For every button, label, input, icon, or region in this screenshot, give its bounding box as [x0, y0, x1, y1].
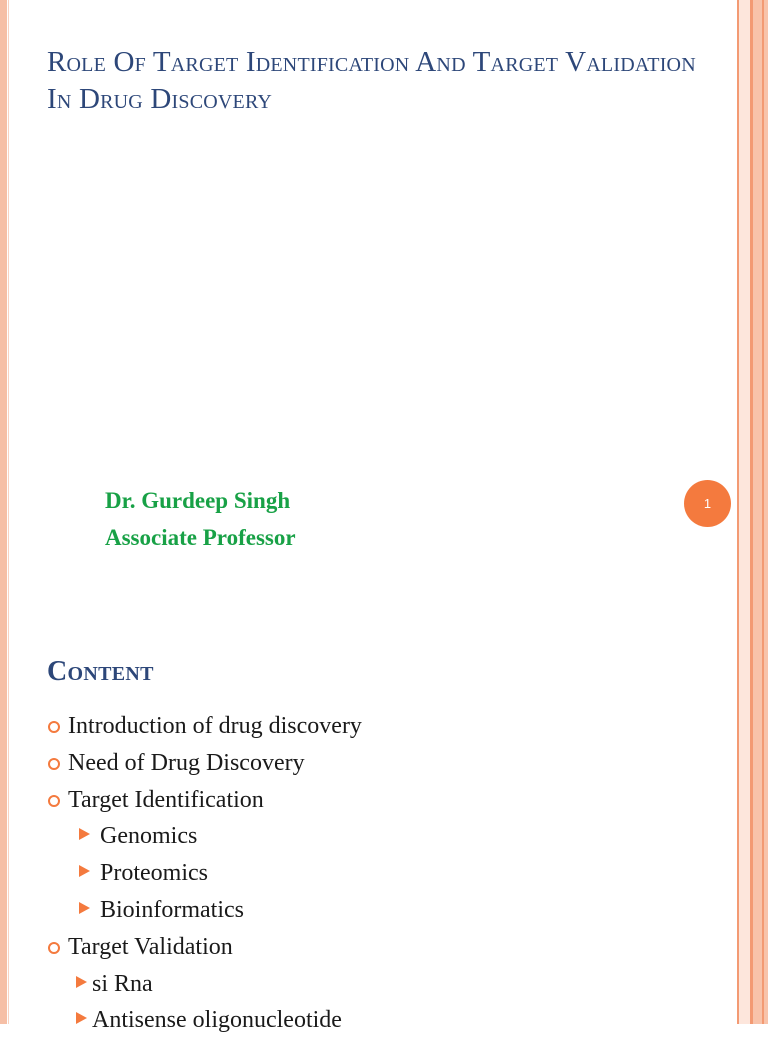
list-item-text: si Rna — [92, 970, 153, 997]
ring-bullet-icon — [48, 942, 60, 954]
arrow-bullet-icon — [79, 902, 90, 914]
arrow-bullet-icon — [79, 828, 90, 840]
list-subitem — [47, 823, 362, 860]
slide-right-line — [762, 0, 764, 1024]
slide-right-line — [737, 0, 739, 1024]
slide-title: Role Of Target Identification And Target Validation In Drug Discovery — [47, 46, 696, 115]
list-item — [47, 750, 362, 787]
list-subitem — [47, 860, 362, 897]
content-list — [47, 713, 362, 1044]
list-item-text: Bioinformatics — [100, 896, 244, 923]
arrow-bullet-icon — [79, 865, 90, 877]
slide-left-border — [0, 0, 7, 1024]
content-heading: Content — [47, 656, 154, 687]
list-item — [47, 713, 362, 750]
list-item-text: Target Validation — [68, 933, 233, 960]
list-subitem — [47, 1007, 362, 1044]
list-item-text: Introduction of drug discovery — [68, 713, 362, 739]
author-role: Associate Professor — [105, 525, 296, 550]
arrow-bullet-icon — [76, 1012, 87, 1024]
list-item-text: Need of Drug Discovery — [68, 749, 305, 776]
list-item-text: Proteomics — [100, 860, 208, 887]
list-item — [47, 934, 362, 971]
slide-right-band-gap — [739, 0, 750, 1024]
ring-bullet-icon — [48, 721, 60, 733]
list-subitem — [47, 897, 362, 934]
slide-left-border-line — [8, 0, 9, 1024]
page-number-badge: 1 — [684, 480, 731, 527]
list-item-text: Genomics — [100, 823, 198, 850]
author-name: Dr. Gurdeep Singh — [105, 488, 291, 513]
list-item — [47, 787, 362, 824]
ring-bullet-icon — [48, 758, 60, 770]
list-item-text: Antisense oligonucleotide — [92, 1007, 342, 1034]
ring-bullet-icon — [48, 795, 60, 807]
list-item-text: Target Identification — [68, 786, 264, 813]
list-subitem — [47, 971, 362, 1008]
slide-right-line — [750, 0, 753, 1024]
arrow-bullet-icon — [76, 976, 87, 988]
